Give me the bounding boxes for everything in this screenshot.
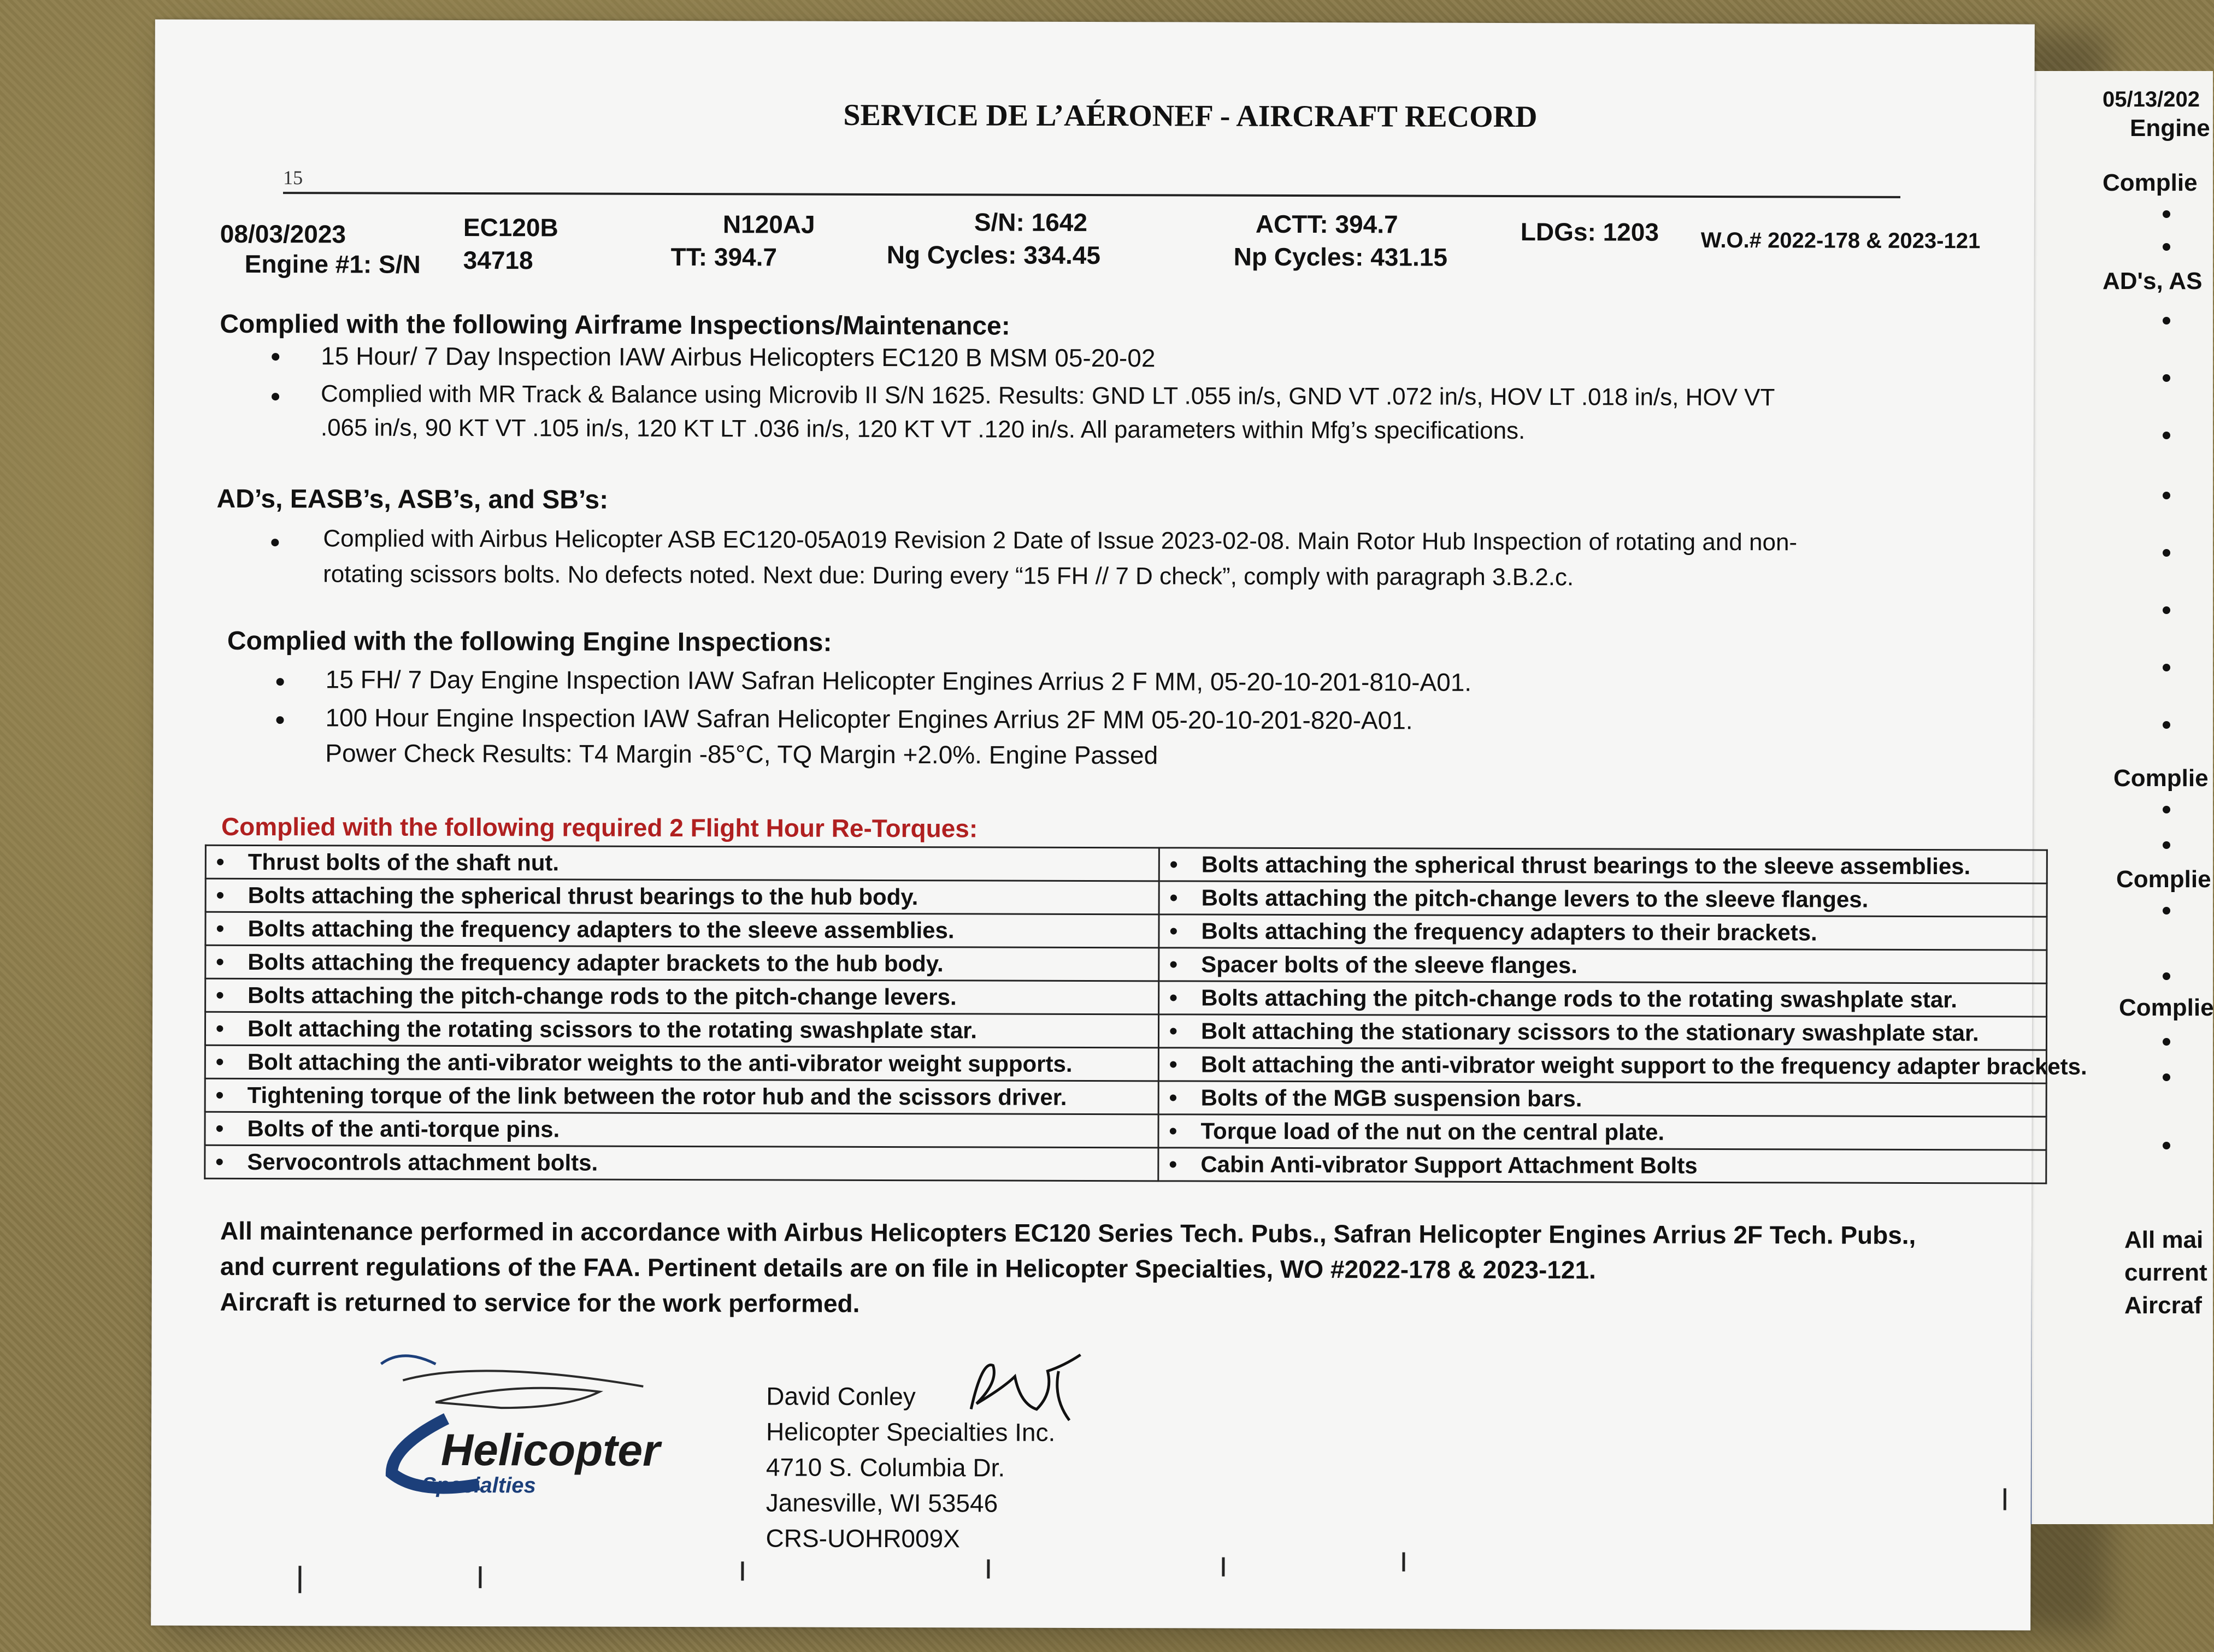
repair-station-cert: CRS-UOHR009X bbox=[766, 1524, 960, 1553]
footer-line: and current regulations of the FAA. Pertinent details are on file in Helicopter Specialties, WO #2022-178 & 2023-121. bbox=[220, 1252, 1596, 1284]
aircraft-actt: ACTT: 394.7 bbox=[1255, 209, 1398, 239]
bullet-icon: • bbox=[215, 1048, 224, 1075]
bullet-icon bbox=[2163, 1038, 2170, 1046]
bullet-icon: • bbox=[1169, 884, 1178, 911]
bullet-icon: • bbox=[216, 948, 225, 975]
signer-name: David Conley bbox=[766, 1382, 916, 1411]
retorque-cell-right bbox=[1159, 848, 2047, 883]
retorque-cell-left bbox=[205, 1045, 1158, 1081]
bullet-icon: • bbox=[1169, 1151, 1177, 1177]
bullet-icon: • bbox=[216, 915, 225, 941]
airframe-item: Complied with MR Track & Balance using Microvib II S/N 1625. Results: GND LT .055 in/s, GND VT .072 in/s, HOV LT .018 in/s, HOV VT bbox=[320, 380, 1775, 411]
facing-line: Complie bbox=[2119, 994, 2214, 1021]
retorque-item: Bolt attaching the anti-vibrator weight support to the frequency adapter brackets. bbox=[1200, 1051, 2087, 1079]
bullet-icon bbox=[2163, 1142, 2170, 1149]
landings: LDGs: 1203 bbox=[1520, 217, 1659, 246]
bullet-icon: • bbox=[1169, 951, 1178, 977]
retorque-item: Thrust bolts of the shaft nut. bbox=[248, 848, 560, 876]
retorque-row bbox=[205, 912, 2047, 950]
retorque-row bbox=[205, 1145, 2046, 1183]
bullet-icon bbox=[2163, 243, 2170, 251]
facing-engine: Engine bbox=[2130, 115, 2210, 141]
retorque-row bbox=[205, 945, 2047, 983]
retorque-cell-right bbox=[1159, 948, 2047, 983]
page-title: SERVICE DE L’AÉRONEF - AIRCRAFT RECORD bbox=[843, 98, 1538, 134]
binding-mark bbox=[1402, 1552, 1405, 1571]
binding-mark bbox=[298, 1566, 301, 1593]
retorque-item: Tightening torque of the link between the rotor hub and the scissors driver. bbox=[247, 1082, 1067, 1110]
retorque-cell-left bbox=[205, 978, 1159, 1014]
bullet-icon bbox=[2163, 492, 2170, 499]
retorque-item: Torque load of the nut on the central plate. bbox=[1200, 1118, 1665, 1145]
facing-line: current bbox=[2124, 1259, 2207, 1286]
engine-item: 15 FH/ 7 Day Engine Inspection IAW Safran Helicopter Engines Arrius 2 F MM, 05-20-10-201-810-A01. bbox=[325, 665, 1472, 697]
bullet-icon bbox=[276, 716, 284, 724]
bullet-icon bbox=[2163, 806, 2170, 813]
binding-mark bbox=[479, 1566, 481, 1588]
bullet-icon: • bbox=[1169, 1051, 1177, 1077]
airframe-item: 15 Hour/ 7 Day Inspection IAW Airbus Helicopters EC120 B MSM 05-20-02 bbox=[321, 341, 1156, 373]
bullet-icon: • bbox=[216, 848, 225, 875]
retorque-item: Cabin Anti-vibrator Support Attachment Bolts bbox=[1200, 1151, 1698, 1178]
facing-page bbox=[2022, 71, 2213, 1524]
retorque-row bbox=[205, 1045, 2046, 1083]
bullet-icon bbox=[271, 539, 279, 546]
retorque-item: Bolts of the anti-torque pins. bbox=[247, 1115, 560, 1142]
retorque-row bbox=[205, 845, 2047, 883]
bullet-icon bbox=[2163, 972, 2170, 980]
bullet-icon: • bbox=[215, 1082, 224, 1108]
aircraft-registration: N120AJ bbox=[722, 210, 815, 239]
retorque-cell-left bbox=[205, 878, 1159, 914]
retorque-cell-right bbox=[1158, 1148, 2046, 1183]
record-date: 08/03/2023 bbox=[220, 219, 346, 249]
retorque-cell-left bbox=[205, 945, 1159, 981]
bullet-icon bbox=[272, 353, 279, 361]
retorque-cell-right bbox=[1159, 914, 2047, 950]
retorque-cell-right bbox=[1159, 981, 2047, 1017]
bullet-icon bbox=[272, 393, 279, 400]
retorque-heading: Complied with the following required 2 Flight Hour Re-Torques: bbox=[221, 812, 978, 843]
engine-serial: 34718 bbox=[463, 245, 533, 275]
airframe-heading: Complied with the following Airframe Inspections/Maintenance: bbox=[220, 309, 1010, 341]
bullet-icon: • bbox=[215, 1015, 224, 1041]
retorque-cell-left bbox=[205, 1145, 1158, 1181]
retorque-row bbox=[205, 978, 2047, 1017]
bullet-icon bbox=[2163, 549, 2170, 557]
bullet-icon: • bbox=[215, 1115, 224, 1141]
bullet-icon bbox=[2163, 374, 2170, 382]
facing-line: AD's, AS bbox=[2103, 268, 2203, 294]
bullet-icon: • bbox=[215, 1148, 224, 1175]
retorque-item: Bolts attaching the frequency adapter brackets to the hub body. bbox=[248, 948, 944, 977]
retorque-item: Spacer bolts of the sleeve flanges. bbox=[1201, 951, 1577, 978]
engine-heading: Complied with the following Engine Inspections: bbox=[227, 626, 832, 657]
ng-cycles: Ng Cycles: 334.45 bbox=[886, 240, 1101, 270]
retorque-cell-left bbox=[205, 912, 1159, 948]
np-cycles: Np Cycles: 431.15 bbox=[1233, 242, 1448, 272]
page-number: 15 bbox=[283, 167, 303, 189]
ads-heading: AD’s, EASB’s, ASB’s, and SB’s: bbox=[216, 484, 609, 515]
retorque-item: Bolt attaching the rotating scissors to the rotating swashplate star. bbox=[247, 1015, 977, 1043]
retorque-row bbox=[205, 1112, 2046, 1150]
power-check-results: Power Check Results: T4 Margin -85°C, TQ Margin +2.0%. Engine Passed bbox=[325, 739, 1158, 770]
bullet-icon: • bbox=[216, 982, 224, 1008]
retorque-cell-left bbox=[205, 1012, 1158, 1048]
header-divider bbox=[283, 192, 1900, 198]
bullet-icon: • bbox=[1169, 851, 1178, 877]
retorque-item: Bolts attaching the spherical thrust bearings to the sleeve assemblies. bbox=[1201, 851, 1971, 880]
engine-label: Engine #1: S/N bbox=[244, 249, 421, 279]
bullet-icon bbox=[2163, 1073, 2170, 1081]
bullet-icon bbox=[2163, 317, 2170, 324]
logo-sub-text: Specialties bbox=[421, 1473, 536, 1498]
bullet-icon: • bbox=[1169, 984, 1177, 1011]
bullet-icon: • bbox=[1169, 918, 1178, 944]
retorque-item: Bolts attaching the pitch-change rods to the pitch-change levers. bbox=[248, 982, 957, 1010]
aircraft-model: EC120B bbox=[463, 213, 558, 242]
facing-line: Complie bbox=[2113, 765, 2209, 792]
bullet-icon bbox=[2163, 841, 2170, 849]
retorque-cell-left bbox=[205, 845, 1159, 881]
binding-mark bbox=[1222, 1557, 1224, 1577]
retorque-item: Bolts of the MGB suspension bars. bbox=[1200, 1084, 1582, 1112]
facing-line: Complie bbox=[2116, 866, 2211, 893]
binding-mark bbox=[741, 1561, 744, 1580]
bullet-icon: • bbox=[1169, 1118, 1177, 1144]
retorque-row bbox=[205, 1012, 2046, 1050]
retorque-row bbox=[205, 1078, 2046, 1117]
bullet-icon bbox=[276, 678, 284, 686]
bullet-icon: • bbox=[216, 882, 225, 908]
handwritten-signature bbox=[960, 1349, 1091, 1426]
logo-main-text: Helicopter bbox=[440, 1425, 661, 1476]
binding-mark bbox=[987, 1559, 990, 1578]
ads-item-cont: rotating scissors bolts. No defects noted. Next due: During every “15 FH // 7 D check”, comply with paragraph 3.B.2.c. bbox=[323, 560, 1574, 591]
bullet-icon bbox=[2163, 210, 2170, 218]
bullet-icon bbox=[2163, 907, 2170, 914]
bullet-icon: • bbox=[1169, 1084, 1177, 1111]
facing-line: Aircraf bbox=[2124, 1292, 2202, 1319]
bullet-icon bbox=[2163, 721, 2170, 729]
retorque-cell-left bbox=[205, 1112, 1158, 1148]
binding-mark bbox=[2004, 1488, 2006, 1510]
bullet-icon bbox=[2163, 606, 2170, 614]
retorque-cell-right bbox=[1158, 1014, 2046, 1050]
signer-city: Janesville, WI 53546 bbox=[766, 1488, 998, 1518]
signer-street: 4710 S. Columbia Dr. bbox=[766, 1453, 1005, 1482]
retorque-table bbox=[204, 845, 2087, 1184]
facing-line: Complie bbox=[2103, 169, 2198, 196]
retorque-item: Bolts attaching the pitch-change levers to the sleeve flanges. bbox=[1201, 884, 1869, 912]
facing-line: All mai bbox=[2124, 1226, 2204, 1253]
ads-item: Complied with Airbus Helicopter ASB EC120-05A019 Revision 2 Date of Issue 2023-02-08. Main Rotor Hub Inspection of rotating and non- bbox=[323, 525, 1798, 556]
footer-line: All maintenance performed in accordance with Airbus Helicopters EC120 Series Tech. Pubs., Safran Helicopter Engines Arrius 2F Tech. Pubs., bbox=[220, 1216, 1916, 1249]
bullet-icon: • bbox=[1169, 1018, 1177, 1044]
bullet-icon bbox=[2163, 432, 2170, 439]
retorque-cell-left bbox=[205, 1078, 1158, 1114]
retorque-cell-right bbox=[1158, 1081, 2046, 1117]
retorque-cell-right bbox=[1158, 1048, 2087, 1083]
retorque-item: Bolts attaching the frequency adapters to the sleeve assemblies. bbox=[248, 915, 955, 943]
footer-line: Aircraft is returned to service for the work performed. bbox=[220, 1287, 860, 1318]
retorque-item: Bolts attaching the spherical thrust bearings to the hub body. bbox=[248, 882, 918, 910]
record-page bbox=[151, 20, 2087, 1631]
retorque-item: Bolt attaching the anti-vibrator weights to the anti-vibrator weight supports. bbox=[247, 1048, 1073, 1077]
retorque-cell-right bbox=[1158, 1114, 2046, 1150]
signer-company: Helicopter Specialties Inc. bbox=[766, 1417, 1056, 1447]
retorque-item: Bolts attaching the frequency adapters to their brackets. bbox=[1201, 918, 1817, 946]
facing-date: 05/13/202 bbox=[2103, 87, 2200, 111]
total-time: TT: 394.7 bbox=[670, 242, 778, 272]
aircraft-serial: S/N: 1642 bbox=[974, 208, 1088, 237]
retorque-item: Bolts attaching the pitch-change rods to the rotating swashplate star. bbox=[1201, 984, 1958, 1013]
engine-item: 100 Hour Engine Inspection IAW Safran Helicopter Engines Arrius 2F MM 05-20-10-201-820-A01. bbox=[325, 703, 1413, 735]
retorque-item: Bolt attaching the stationary scissors to the stationary swashplate star. bbox=[1200, 1018, 1979, 1046]
work-order: W.O.# 2022-178 & 2023-121 bbox=[1700, 228, 1981, 253]
retorque-item: Servocontrols attachment bolts. bbox=[247, 1148, 598, 1176]
helicopter-specialties-logo bbox=[370, 1342, 661, 1501]
retorque-row bbox=[205, 878, 2047, 917]
bullet-icon bbox=[2163, 664, 2170, 671]
airframe-item-cont: .065 in/s, 90 KT VT .105 in/s, 120 KT LT .036 in/s, 120 KT VT .120 in/s. All parameters within Mfg’s specifications. bbox=[320, 414, 1526, 445]
retorque-cell-right bbox=[1159, 881, 2047, 917]
